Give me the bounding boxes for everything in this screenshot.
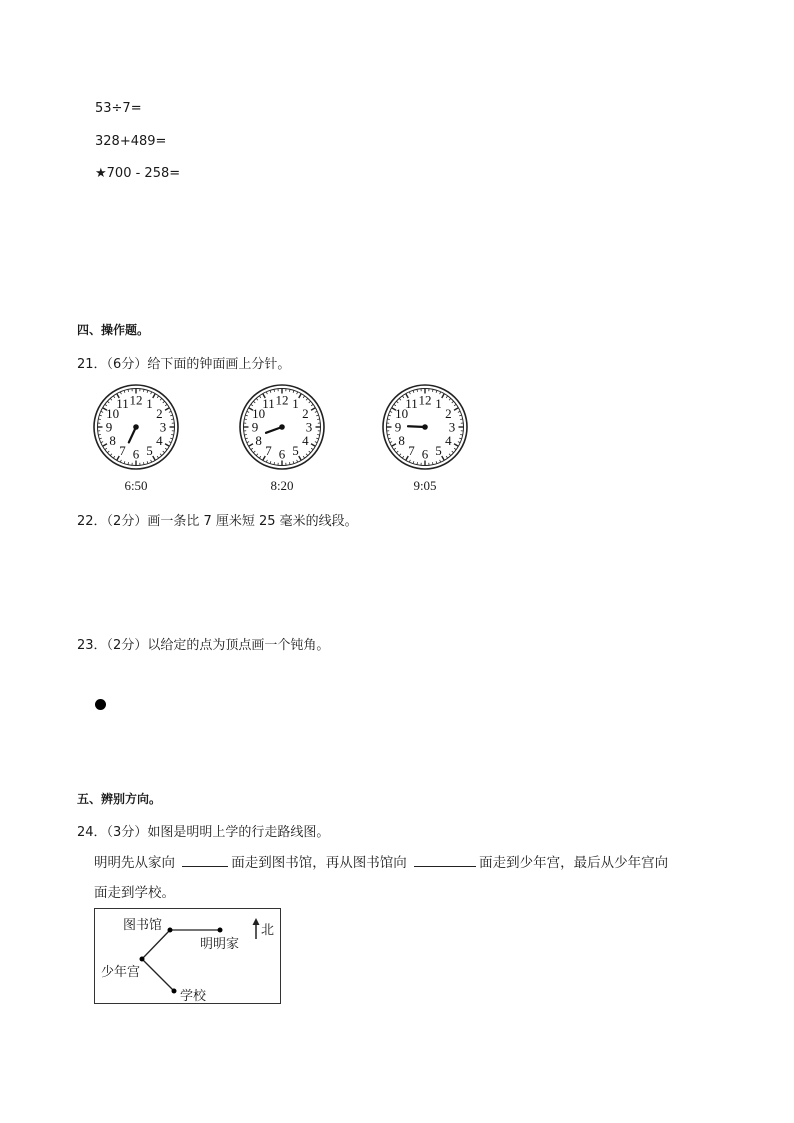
clock-numeral: 2 — [445, 406, 452, 421]
clock-numeral: 9 — [105, 419, 113, 435]
clock-2-time-label: 8:20 — [270, 478, 294, 493]
clock-numeral: 10 — [395, 406, 409, 421]
clock-numeral: 4 — [302, 433, 309, 448]
clock-numeral: 4 — [156, 433, 163, 448]
clock-tick — [171, 419, 173, 420]
clock-numeral: 2 — [302, 406, 309, 421]
youth-palace-label: 少年宫 — [101, 964, 141, 979]
clock-numeral: 11 — [405, 396, 418, 412]
clock-numeral: 8 — [109, 433, 116, 448]
clock-numeral: 2 — [156, 406, 163, 421]
clock-tick — [460, 419, 462, 420]
clock-numeral: 9 — [251, 419, 259, 435]
clock-center — [279, 424, 285, 430]
clock-numeral: 1 — [435, 396, 442, 412]
clock-tick — [289, 462, 290, 464]
clock-numeral: 10 — [252, 406, 266, 421]
section-5-title: 五、辨别方向。 — [77, 792, 162, 806]
route-map — [94, 908, 281, 1004]
clock-numeral: 12 — [418, 392, 432, 408]
answer-blank-2[interactable] — [414, 854, 476, 867]
question-23: 23．（2分）以给定的点为顶点画一个钝角。 — [77, 638, 330, 653]
clock-numeral: 8 — [398, 433, 405, 448]
equation-1: 53÷7= — [95, 101, 142, 116]
section-4-title: 四、操作题。 — [77, 323, 150, 337]
question-21: 21．（6分）给下面的钟面画上分针。 — [77, 357, 291, 372]
clock-tick — [387, 419, 389, 420]
north-label: 北 — [261, 922, 275, 937]
clock-1[interactable] — [91, 382, 181, 472]
question-22: 22．（2分）画一条比 7 厘米短 25 毫米的线段。 — [77, 514, 358, 529]
fill-text-b: 面走到图书馆，再从图书馆向 — [231, 855, 407, 871]
clock-tick — [128, 462, 129, 464]
clock-tick — [317, 434, 319, 435]
clock-numeral: 7 — [119, 442, 126, 458]
clock-center — [133, 424, 139, 430]
clock-tick — [274, 389, 275, 391]
clock-numeral: 3 — [448, 419, 456, 435]
clock-tick — [128, 389, 129, 391]
clock-tick — [432, 462, 433, 464]
clock-tick — [432, 389, 433, 391]
clock-tick — [417, 389, 418, 391]
equation-2: 328+489= — [95, 134, 167, 149]
clock-tick — [143, 462, 144, 464]
clock-numeral: 10 — [106, 406, 120, 421]
clock-tick — [98, 434, 100, 435]
clock-numeral: 5 — [292, 442, 299, 458]
clock-tick — [244, 434, 246, 435]
clock-tick — [171, 434, 173, 435]
equation-3: ★700 - 258= — [95, 166, 181, 181]
clock-3[interactable] — [380, 382, 470, 472]
clock-numeral: 11 — [116, 396, 129, 412]
clock-tick — [274, 462, 275, 464]
clock-numeral: 7 — [408, 442, 415, 458]
answer-blank-1[interactable] — [182, 854, 228, 867]
clock-numeral: 3 — [159, 419, 167, 435]
library-label: 图书馆 — [123, 917, 163, 932]
clock-1-time-label: 6:50 — [124, 478, 148, 493]
clock-numeral: 1 — [146, 396, 153, 412]
clock-numeral: 12 — [129, 392, 143, 408]
fill-in-line-1 — [94, 851, 668, 871]
clock-2[interactable] — [237, 382, 327, 472]
clock-tick — [460, 434, 462, 435]
clock-tick — [143, 389, 144, 391]
fill-text-a: 明明先从家向 — [94, 855, 175, 871]
clock-numeral: 8 — [255, 433, 262, 448]
clock-numeral: 3 — [305, 419, 313, 435]
clock-group — [88, 382, 470, 492]
clock-tick — [244, 419, 246, 420]
clock-tick — [317, 419, 319, 420]
clock-numeral: 9 — [394, 419, 402, 435]
clock-tick — [98, 419, 100, 420]
clock-numeral: 4 — [445, 433, 452, 448]
clock-numeral: 5 — [146, 442, 153, 458]
clock-center — [422, 424, 428, 430]
clock-tick — [417, 462, 418, 464]
clock-numeral: 6 — [132, 446, 140, 462]
question-24: 24．（3分）如图是明明上学的行走路线图。 — [77, 825, 330, 840]
vertex-point[interactable] — [95, 699, 106, 710]
clock-numeral: 12 — [275, 392, 289, 408]
clock-numeral: 6 — [278, 446, 286, 462]
clock-numeral: 6 — [421, 446, 429, 462]
fill-in-line-2: 面走到学校。 — [94, 885, 175, 901]
fill-text-c: 面走到少年宫，最后从少年宫向 — [479, 855, 669, 871]
clock-3-time-label: 9:05 — [413, 478, 437, 493]
clock-numeral: 5 — [435, 442, 442, 458]
clock-tick — [387, 434, 389, 435]
north-arrow-icon — [253, 918, 260, 939]
clock-numeral: 11 — [262, 396, 275, 412]
clock-tick — [289, 389, 290, 391]
clock-numeral: 7 — [265, 442, 272, 458]
home-label: 明明家 — [200, 936, 240, 951]
clock-numeral: 1 — [292, 396, 299, 412]
school-label: 学校 — [180, 988, 207, 1003]
